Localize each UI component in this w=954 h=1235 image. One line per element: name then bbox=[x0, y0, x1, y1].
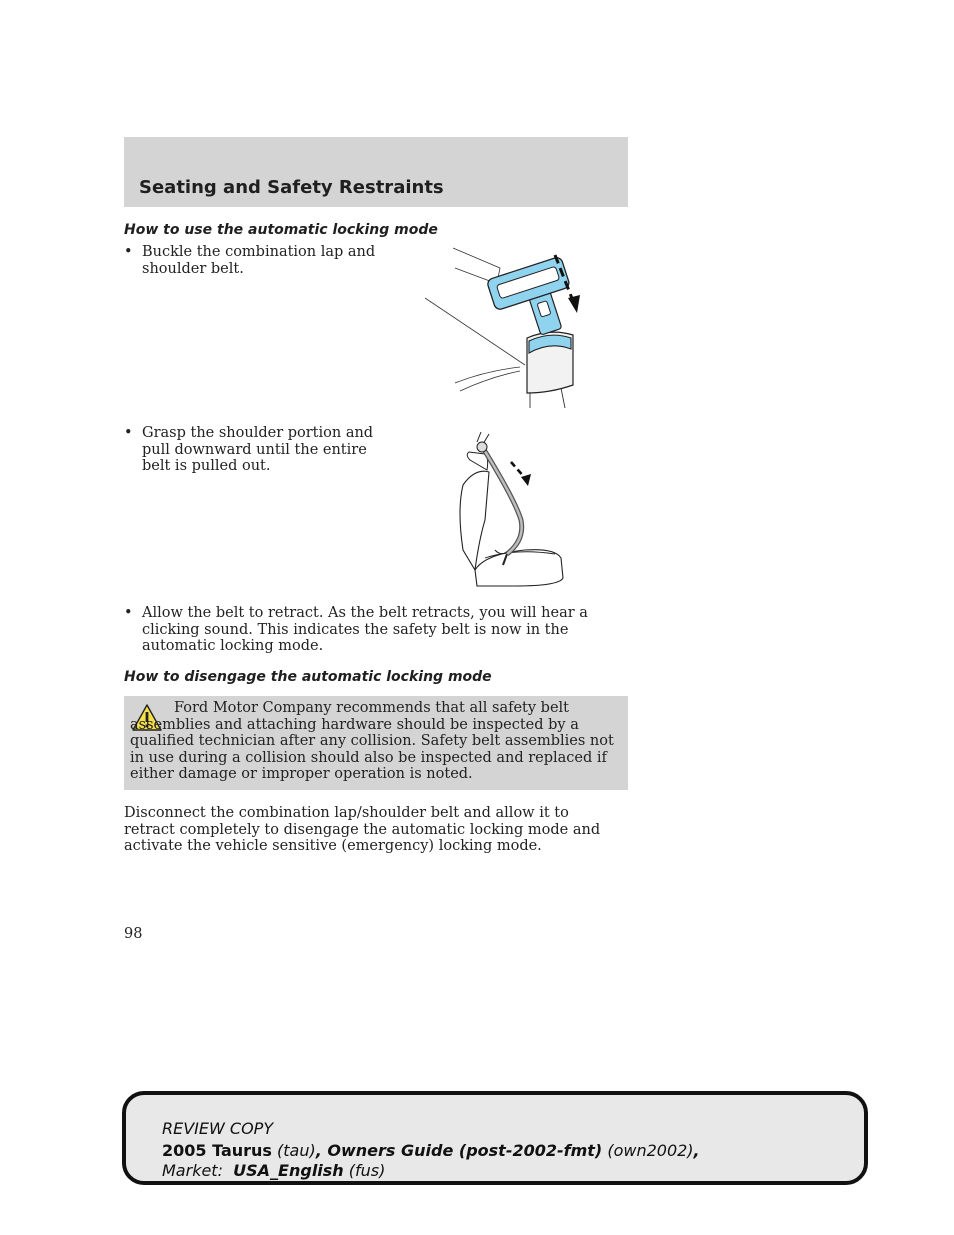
review-copy-footer bbox=[122, 1091, 868, 1185]
footer-guide-line: 2005 Taurus (tau), Owners Guide (post-2002-fmt) (own2002), bbox=[162, 1141, 700, 1160]
footer-market-line: Market: USA_English (fus) bbox=[162, 1161, 386, 1180]
section-header bbox=[124, 137, 628, 207]
footer-review-copy: REVIEW COPY bbox=[162, 1119, 274, 1138]
buckle-illustration bbox=[425, 243, 590, 411]
page-number: 98 bbox=[124, 926, 143, 942]
seat-belt-illustration bbox=[455, 430, 570, 590]
warning-text: Ford Motor Company recommends that all safety belt assemblies and attaching hardware should be inspected by a qualified technician after any collision. Safety belt assemblies not in use during a collision should also be inspected and replaced if either damage or improper operation is noted. bbox=[130, 700, 614, 783]
bullet-grasp-shoulder: • Grasp the shoulder portion and pull downward until the entire belt is pulled out. bbox=[124, 425, 374, 474]
bullet-allow-retract: • Allow the belt to retract. As the belt retracts, you will hear a clicking sound. This indicates the safety belt is now in the automatic locking mode. bbox=[124, 605, 588, 654]
subheading-use-locking-mode: How to use the automatic locking mode bbox=[124, 222, 438, 238]
warning-box bbox=[124, 696, 628, 790]
subheading-disengage-locking-mode: How to disengage the automatic locking mode bbox=[124, 669, 492, 685]
page-title: Seating and Safety Restraints bbox=[139, 177, 444, 198]
disengage-paragraph: Disconnect the combination lap/shoulder belt and allow it to retract completely to disengage the automatic locking mode and activate the vehicle sensitive (emergency) locking mode. bbox=[124, 805, 601, 855]
bullet-buckle: • Buckle the combination lap and shoulder belt. bbox=[124, 244, 376, 277]
